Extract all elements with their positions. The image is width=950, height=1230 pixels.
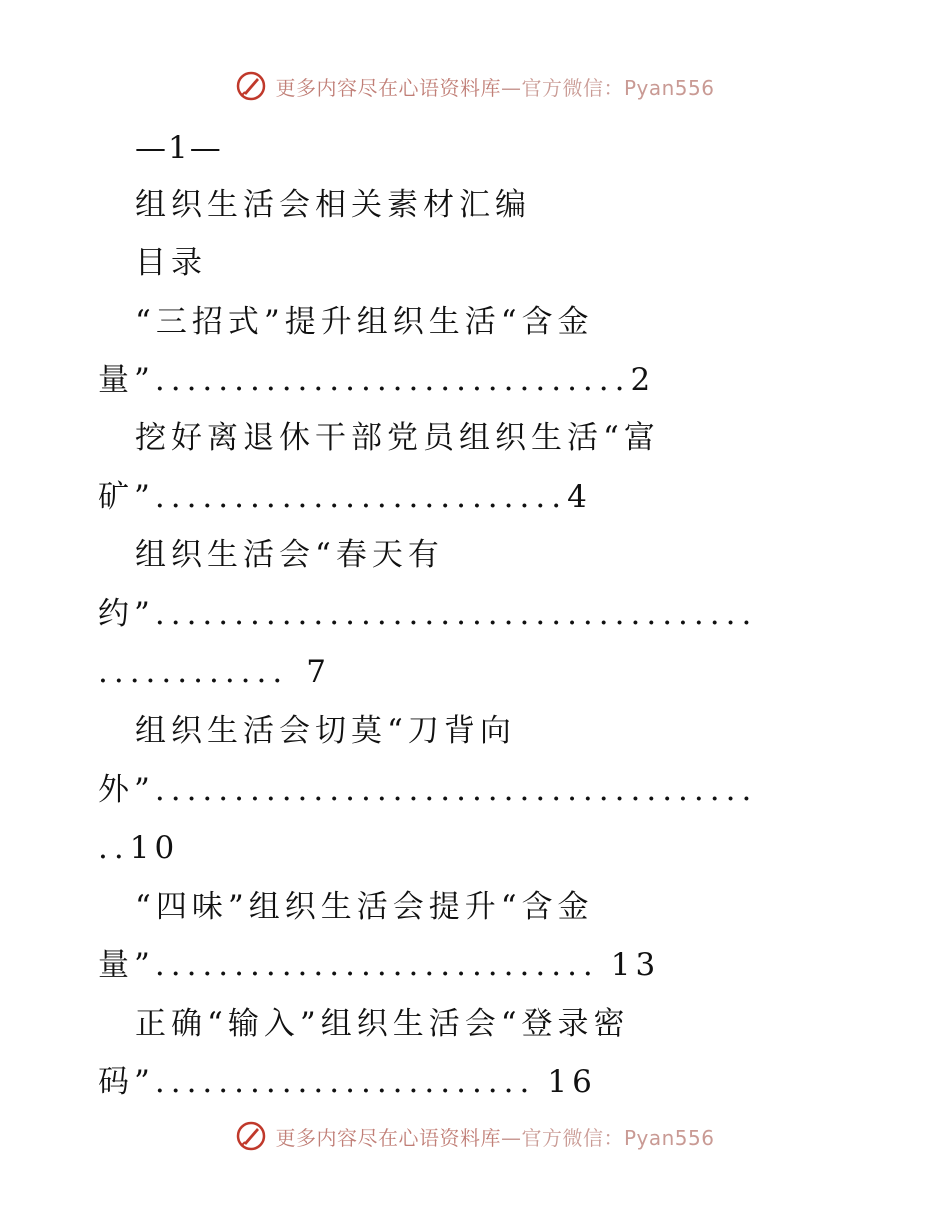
watermark-header [0, 70, 950, 102]
toc-entry-6-title[interactable]: 正确“输入”组织生活会“登录密 [135, 1006, 630, 1042]
toc-entry-4-title[interactable]: 组织生活会切莫“刀背向 [135, 713, 516, 749]
toc-page-number: 7 [306, 654, 331, 690]
watermark-brand: 更多内容尽在心语资料库 [275, 1125, 501, 1150]
watermark-wechat: —官方微信：Pyan556 [500, 75, 715, 100]
toc-dot-leader: ...................................... [154, 772, 758, 808]
watermark-wechat: —官方微信：Pyan556 [500, 1125, 715, 1150]
toc-entry-5-leader-line[interactable] [98, 945, 660, 985]
toc-entry-4-leader-line[interactable] [98, 770, 757, 810]
toc-entry-3-leader-line[interactable] [98, 594, 757, 634]
toc-dot-leader: ............ [98, 654, 289, 690]
toc-entry-3-title[interactable]: 组织生活会“春天有 [135, 537, 444, 573]
document-title: 组织生活会相关素材汇编 [135, 187, 531, 223]
toc-dot-leader: ...................................... [154, 596, 758, 632]
toc-page-number: 13 [610, 947, 661, 983]
watermark-brand: 更多内容尽在心语资料库 [275, 75, 501, 100]
watermark-text [275, 1122, 714, 1151]
toc-dot-leader: .............................. [154, 362, 631, 398]
toc-entry-title-end: 码” [98, 1064, 155, 1100]
toc-page-number: 4 [567, 479, 592, 515]
toc-page-number: 2 [630, 362, 656, 398]
toc-entry-title-end: 量” [98, 947, 155, 983]
toc-entry-3-leader-line-2[interactable] [98, 652, 331, 692]
toc-page-number: 10 [129, 830, 180, 866]
quill-logo-icon [235, 1120, 267, 1152]
toc-dot-leader: .. [98, 830, 130, 866]
watermark-footer [0, 1120, 950, 1152]
toc-heading: 目录 [135, 245, 207, 281]
toc-entry-5-title[interactable]: “四味”组织生活会提升“含金 [135, 889, 594, 925]
toc-dot-leader: ........................ [154, 1064, 536, 1100]
toc-entry-title-end: 矿” [98, 479, 155, 515]
page-number: —1— [135, 130, 223, 166]
toc-entry-title-end: 约” [98, 596, 155, 632]
quill-logo-icon [235, 70, 267, 102]
toc-entry-4-leader-line-2[interactable] [98, 828, 179, 868]
toc-dot-leader: ............................ [154, 947, 599, 983]
toc-entry-title-end: 量” [98, 362, 155, 398]
toc-page-number: 16 [547, 1064, 597, 1100]
toc-entry-1-leader-line[interactable] [98, 360, 655, 400]
toc-entry-1-title[interactable]: “三招式”提升组织生活“含金 [135, 304, 594, 340]
toc-dot-leader: .......................... [154, 479, 568, 515]
watermark-text [275, 72, 714, 101]
toc-entry-title-end: 外” [98, 772, 155, 808]
toc-entry-2-leader-line[interactable] [98, 477, 592, 517]
toc-entry-6-leader-line[interactable] [98, 1062, 597, 1102]
toc-entry-2-title[interactable]: 挖好离退休干部党员组织生活“富 [135, 420, 660, 456]
